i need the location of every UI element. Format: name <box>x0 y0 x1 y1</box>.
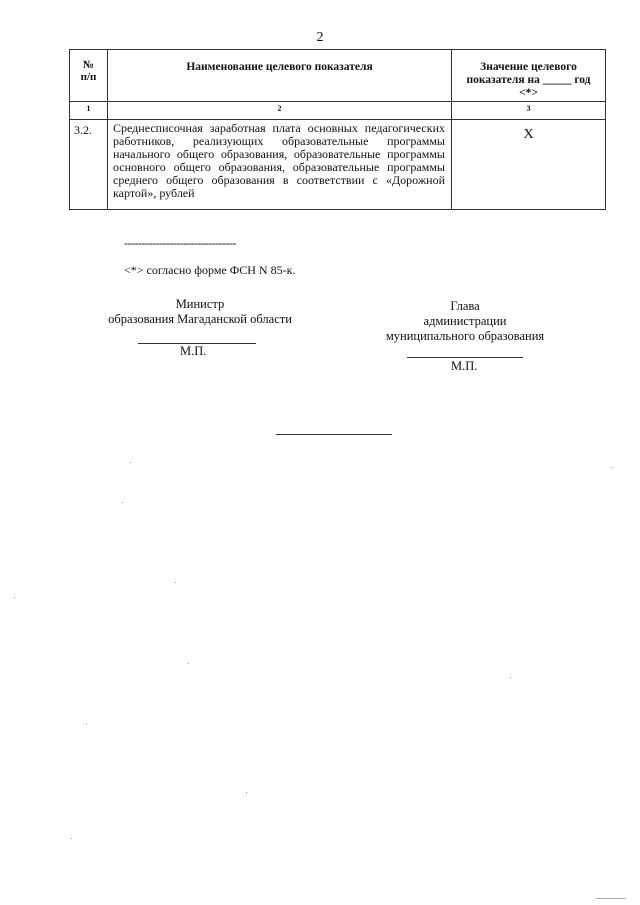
signature-org: муниципального образования <box>385 329 545 343</box>
signature-subtitle: администрации <box>423 314 507 328</box>
scan-speck <box>122 502 123 503</box>
scan-speck <box>14 597 15 598</box>
signature-block-head <box>375 299 555 344</box>
signature-title: Глава <box>450 299 480 313</box>
scan-speck <box>175 582 176 583</box>
signature-block-minister <box>95 297 305 327</box>
signature-title: Министр <box>175 297 225 311</box>
column-numbers-row <box>70 102 606 120</box>
stamp-label-left: М.П. <box>180 344 207 358</box>
signature-org: образования Магаданской области <box>108 312 292 326</box>
header-number: № п/п <box>70 50 108 102</box>
scan-speck <box>246 792 247 793</box>
column-number: 2 <box>108 102 452 120</box>
table-row <box>70 120 606 210</box>
scan-speck <box>71 838 72 839</box>
header-indicator-value: Значение целевого показателя на _____ год <*> <box>452 50 606 102</box>
column-number: 3 <box>452 102 606 120</box>
stamp-label-right: М.П. <box>451 359 478 373</box>
column-number: 1 <box>70 102 108 120</box>
scan-speck <box>612 467 613 468</box>
scan-speck <box>86 723 87 724</box>
table-header-row <box>70 50 606 102</box>
scan-speck <box>130 462 131 463</box>
header-indicator-name: Наименование целевого показателя <box>108 50 452 102</box>
end-rule <box>276 434 392 435</box>
row-number: 3.2. <box>70 120 108 210</box>
row-indicator-name: Среднесписочная заработная плата основных педагогических работников, реализующих образовательные программы начального общего образования, образовательные программы основного общего образования, образовательные программы среднего общего образования в соответствии с «Дорожной картой», рублей <box>108 120 452 210</box>
scan-speck <box>510 677 511 678</box>
row-indicator-value: X <box>452 120 606 210</box>
scan-speck <box>188 663 189 664</box>
target-indicators-table <box>69 49 606 210</box>
scan-mark <box>596 898 626 899</box>
page-number: 2 <box>316 30 324 45</box>
signature-line-right <box>407 357 523 358</box>
footnote-separator: -------------------------------- <box>124 236 236 250</box>
footnote: <*> согласно форме ФСН N 85-к. <box>124 263 296 277</box>
